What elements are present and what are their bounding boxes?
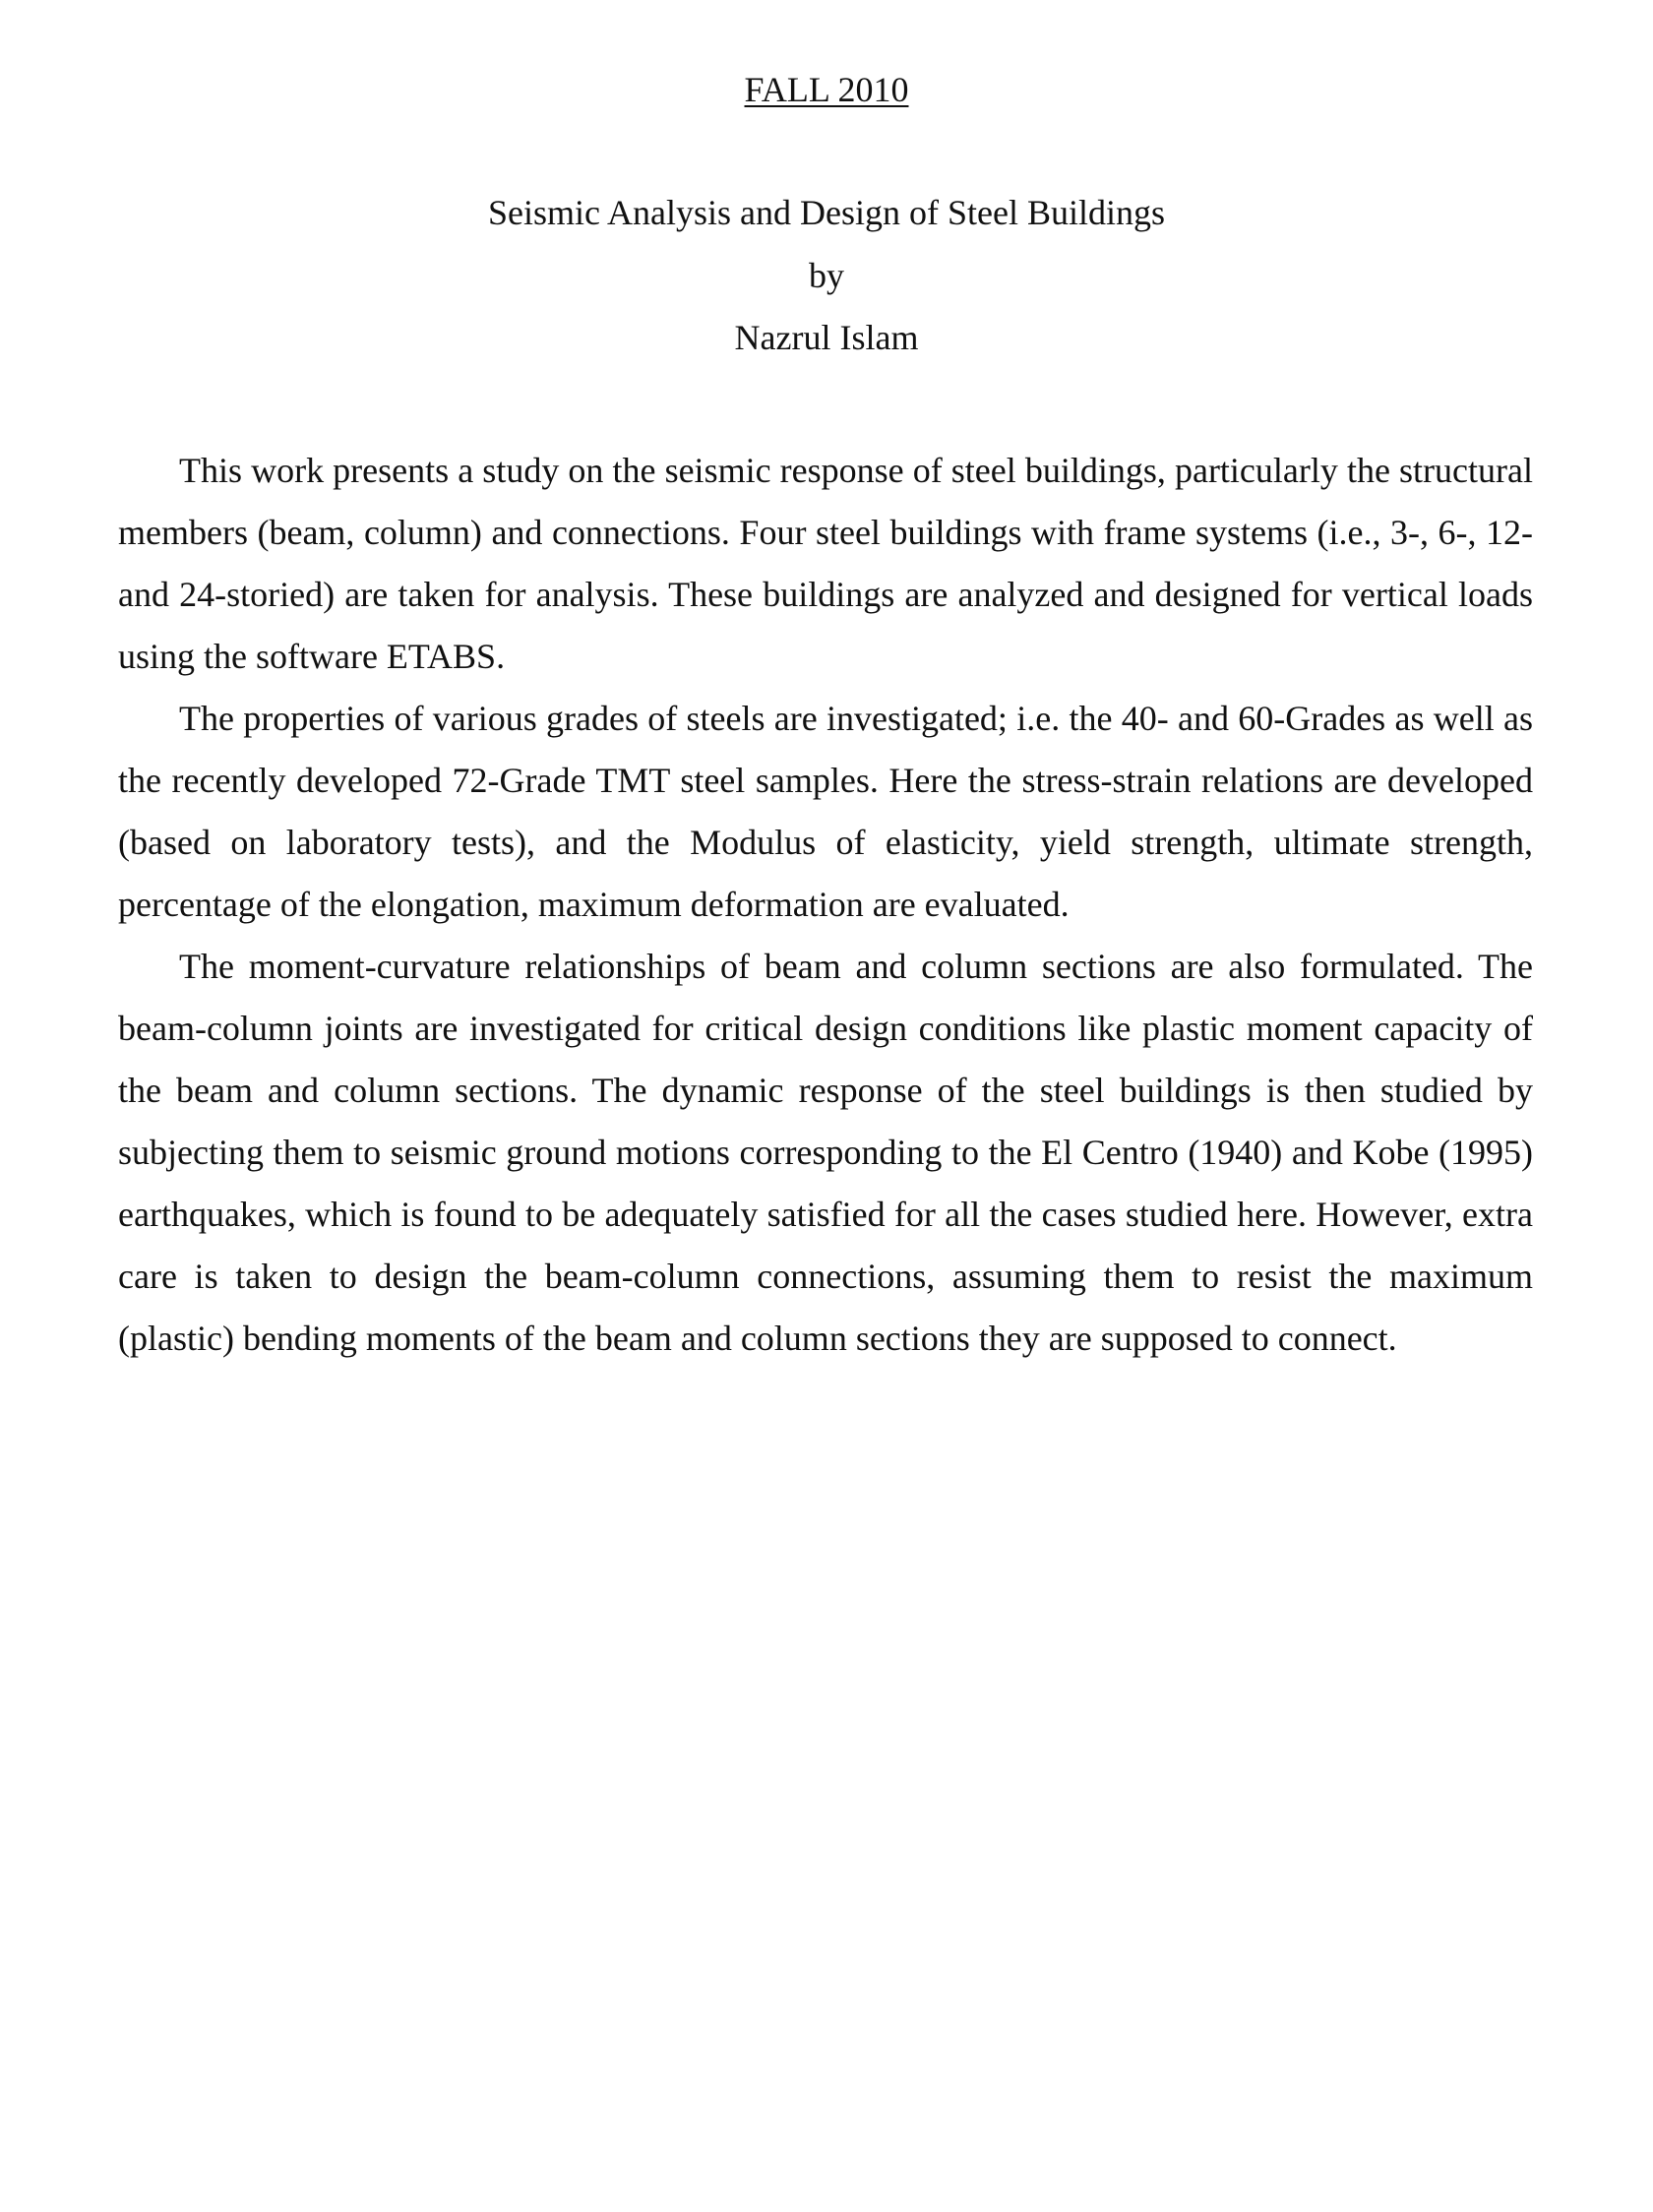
abstract-paragraph: The moment-curvature relationships of beam and column sections are also formulated. The beam-column joints are investigated for critical design conditions like plastic moment capacity of the beam and column sections. The dynamic response of the steel buildings is then studied by subjecting them to seismic ground motions corresponding to the El Centro (1940) and Kobe (1995) earthquakes, which is found to be adequately satisfied for all the cases studied here. However, extra care is taken to design the beam-column connections, assuming them to resist the maximum (plastic) bending moments of the beam and column sections they are supposed to connect. bbox=[118, 947, 1533, 1358]
byline-label: by bbox=[809, 256, 844, 295]
abstract-body bbox=[118, 440, 1533, 1370]
author-name: Nazrul Islam bbox=[734, 318, 919, 357]
document-title: Seismic Analysis and Design of Steel Buildings bbox=[488, 193, 1165, 232]
semester-heading bbox=[0, 72, 1653, 107]
abstract-paragraph: This work presents a study on the seismic response of steel buildings, particularly the structural members (beam, column) and connections. Four steel buildings with frame systems (i.e., 3-, 6-, 12- and 24-storied) are taken for analysis. These buildings are analyzed and designed for vertical loads using the software ETABS. bbox=[118, 451, 1533, 676]
abstract-paragraph: The properties of various grades of steels are investigated; i.e. the 40- and 60-Grades as well as the recently developed 72-Grade TMT steel samples. Here the stress-strain relations are developed (based on laboratory tests), and the Modulus of elasticity, yield strength, ultimate strength, percentage of the elongation, maximum deformation are evaluated. bbox=[118, 699, 1533, 924]
semester-label: FALL 2010 bbox=[744, 70, 909, 109]
